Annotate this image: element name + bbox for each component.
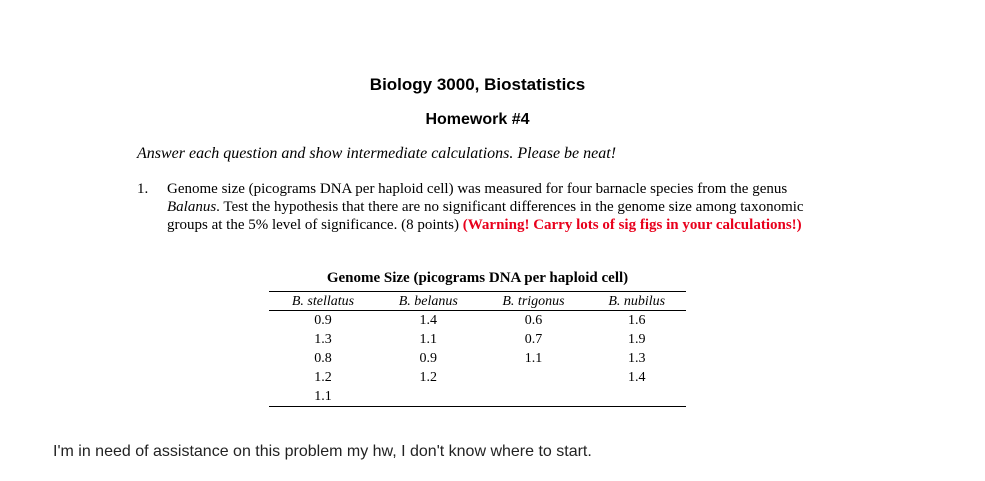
question-text [167,180,822,234]
table-cell: 1.3 [314,332,332,347]
question-text-part1: Genome size (picograms DNA per haploid cell) was measured for four barnacle species from the genus [167,181,788,197]
column-header: B. belanus [377,292,480,311]
page-subtitle: Homework #4 [425,111,530,128]
page-title: Biology 3000, Biostatistics [369,75,586,94]
table-row [269,349,686,368]
table-title: Genome Size (picograms DNA per haploid cell) [326,270,629,286]
table-row [269,368,686,387]
table-cell: 1.1 [314,389,332,404]
table-header-row [269,292,686,311]
table-cell: 1.6 [627,313,646,328]
user-comment: I'm in need of assistance on this problem my hw, I don't know where to start. [53,443,592,460]
table-cell: 0.8 [314,351,332,366]
column-header: B. stellatus [269,292,377,311]
genus-name: Balanus [167,199,217,215]
table-cell: 1.9 [627,332,646,347]
table-cell: 1.2 [419,370,437,385]
table-cell: 1.4 [627,370,646,385]
table-row [269,330,686,349]
table-cell [587,387,686,407]
table-cell [377,387,480,407]
table-row [269,311,686,331]
genome-size-table [269,291,686,407]
table-row [269,387,686,407]
table-cell: 0.7 [524,332,543,347]
column-header: B. trigonus [480,292,588,311]
table-cell [480,387,588,407]
warning-note: (Warning! Carry lots of sig figs in your calculations!) [462,217,802,233]
table-cell: 1.1 [419,332,437,347]
column-header: B. nubilus [587,292,686,311]
table-cell: 0.9 [314,313,332,328]
table-cell: 0.6 [524,313,543,328]
question-text-part2: . Test the hypothesis that there are no significant differences in the genome size among taxonomic groups at the 5% level of significance. (8 points) [167,199,804,233]
table-cell: 1.1 [524,351,543,366]
instructions: Answer each question and show intermediate calculations. Please be neat! [137,145,617,162]
table-cell: 1.4 [419,313,437,328]
table-cell: 1.2 [314,370,332,385]
table-cell: 1.3 [627,351,646,366]
table-cell: 0.9 [419,351,437,366]
question-number: 1. [137,181,149,197]
table-cell [480,368,588,387]
